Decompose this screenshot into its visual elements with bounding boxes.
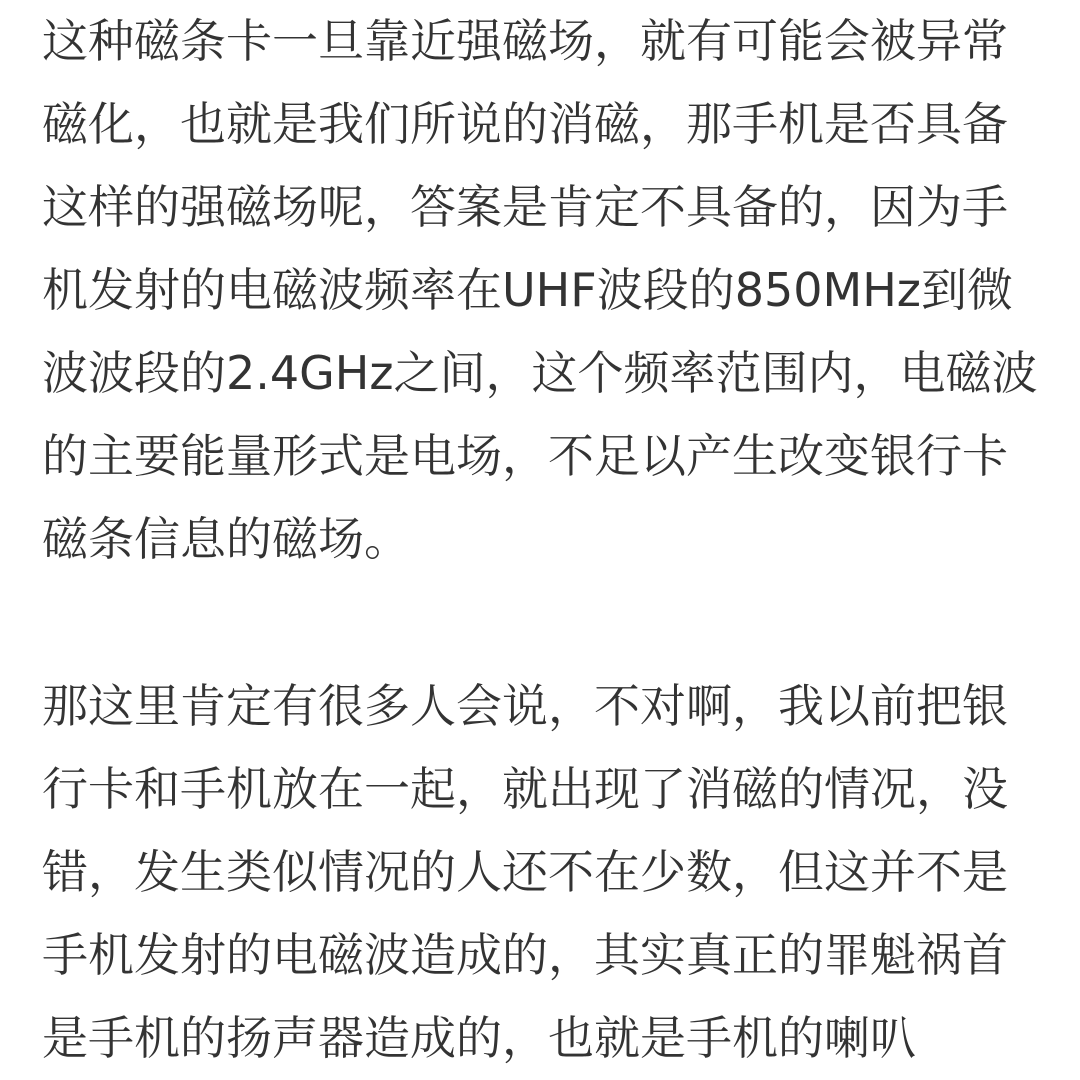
text-line: 磁化，也就是我们所说的消磁，那手机是否具备 bbox=[42, 97, 1008, 151]
text-line: 手机发射的电磁波造成的，其实真正的罪魁祸首 bbox=[42, 928, 1008, 982]
paragraph-2 bbox=[42, 665, 1042, 1080]
article-body bbox=[42, 0, 1042, 1080]
text-line: 行卡和手机放在一起，就出现了消磁的情况，没 bbox=[42, 762, 1008, 816]
text-line: 这样的强磁场呢，答案是肯定不具备的，因为手 bbox=[42, 180, 1008, 234]
paragraph-gap bbox=[42, 581, 1042, 665]
text-line: 磁条信息的磁场。 bbox=[42, 512, 410, 566]
text-line: 的主要能量形式是电场，不足以产生改变银行卡 bbox=[42, 429, 1008, 483]
text-line: 这种磁条卡一旦靠近强磁场，就有可能会被异常 bbox=[42, 14, 1008, 68]
text-line: 错，发生类似情况的人还不在少数，但这并不是 bbox=[42, 845, 1008, 899]
paragraph-1 bbox=[42, 0, 1042, 581]
text-line: 是手机的扬声器造成的，也就是手机的喇叭 bbox=[42, 1011, 916, 1065]
text-line: 那这里肯定有很多人会说，不对啊，我以前把银 bbox=[42, 679, 1008, 733]
text-line: 机发射的电磁波频率在UHF波段的850MHz到微 bbox=[42, 263, 1013, 317]
text-line: 波波段的2.4GHz之间，这个频率范围内，电磁波 bbox=[42, 346, 1038, 400]
